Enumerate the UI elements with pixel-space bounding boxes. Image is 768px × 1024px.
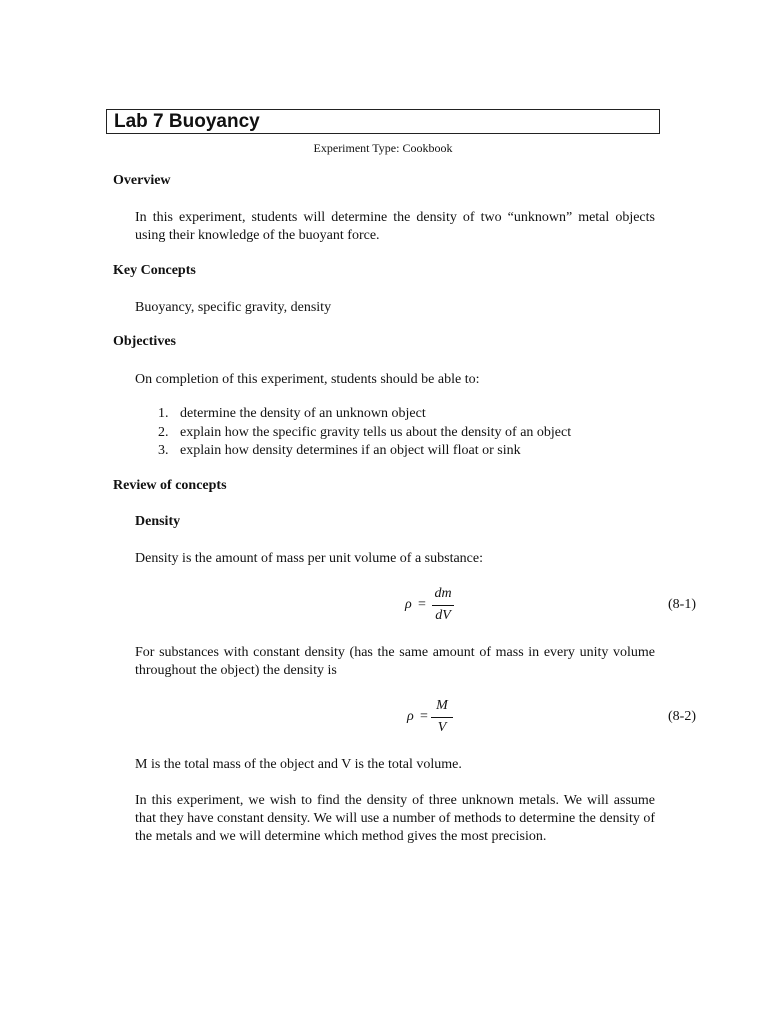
numerator: dm (434, 586, 452, 601)
experiment-type: Experiment Type: Cookbook (313, 141, 453, 155)
experiment-description: In this experiment, we wish to find the density of three unknown metals. We will assume that they have constant density. We will use a number of methods to determine the density of the metals and we will determine which method gives the most precision. (135, 793, 655, 844)
equals-sign: = (418, 597, 426, 612)
fraction-bar (431, 717, 453, 718)
objective-text: explain how the specific gravity tells us about the density of an object (180, 425, 572, 440)
mass-volume-text: M is the total mass of the object and V is the total volume. (135, 757, 462, 772)
denominator: V (437, 720, 447, 735)
denominator: dV (435, 608, 451, 623)
equation-8-1 (405, 586, 465, 626)
numerator: M (436, 698, 448, 713)
equals-sign: = (420, 709, 428, 724)
objective-item (158, 442, 521, 460)
overview-text: In this experiment, students will determine the density of two “unknown” metal objects using their knowledge of the buoyant force. (135, 210, 655, 243)
objective-number: 3. (158, 443, 169, 458)
equation-8-2 (407, 698, 467, 738)
density-definition: Density is the amount of mass per unit volume of a substance: (135, 551, 483, 566)
title-box (106, 109, 660, 134)
objective-text: explain how density determines if an object will float or sink (180, 443, 521, 458)
objectives-heading: Objectives (113, 334, 176, 349)
objective-item (158, 405, 426, 423)
objective-number: 2. (158, 425, 169, 440)
key-concepts-heading: Key Concepts (113, 263, 196, 278)
density-subheading: Density (135, 514, 181, 529)
objective-item (158, 424, 571, 442)
constant-density-text: For substances with constant density (has the same amount of mass in every unity volume throughout the object) the density is (135, 645, 655, 678)
rho-symbol: ρ (405, 597, 412, 612)
objectives-intro: On completion of this experiment, students should be able to: (135, 372, 480, 387)
page-title: Lab 7 Buoyancy (114, 111, 260, 132)
fraction-bar (432, 605, 454, 606)
objective-text: determine the density of an unknown object (180, 406, 426, 421)
rho-symbol: ρ (407, 709, 414, 724)
review-heading: Review of concepts (113, 478, 227, 493)
equation-label-8-2: (8-2) (668, 709, 696, 724)
objective-number: 1. (158, 406, 169, 421)
equation-label-8-1: (8-1) (668, 597, 696, 612)
key-concepts-text: Buoyancy, specific gravity, density (135, 300, 332, 315)
overview-heading: Overview (113, 173, 171, 188)
